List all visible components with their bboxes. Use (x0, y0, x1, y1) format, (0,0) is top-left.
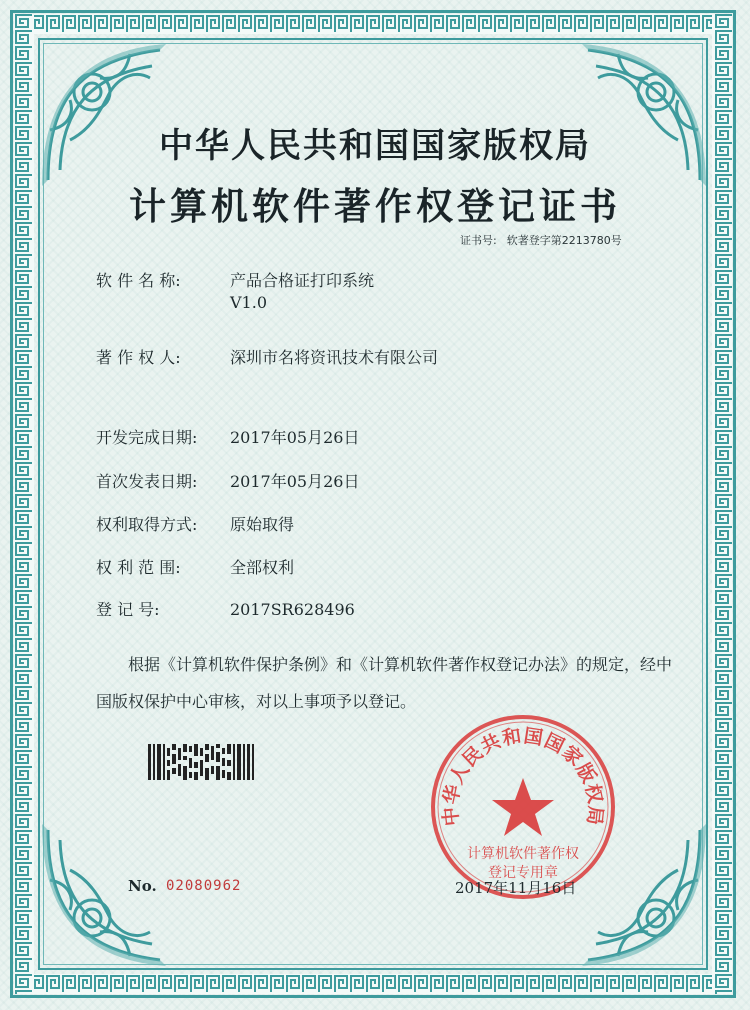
field-copyright-owner (96, 345, 438, 368)
seal-star-icon (492, 778, 554, 836)
field-label: 登 记 号: (96, 600, 160, 619)
certificate-number-label: 证书号: (460, 234, 497, 247)
field-value: 产品合格证打印系统 (230, 271, 375, 290)
field-label: 软 件 名 称: (96, 271, 181, 290)
field-registration-number (96, 597, 355, 620)
field-dev-completion-date (96, 425, 359, 448)
field-value: 2017年05月26日 (230, 428, 360, 447)
field-value: 原始取得 (230, 515, 295, 534)
field-value: 全部权利 (230, 558, 295, 577)
field-software-name (96, 268, 374, 312)
seal-line-1: 计算机软件著作权 (467, 846, 579, 862)
field-value: 2017年05月26日 (230, 472, 360, 491)
field-rights-scope (96, 555, 294, 578)
field-first-publish-date (96, 469, 359, 492)
certificate-number-value: 软著登字第2213780号 (506, 234, 622, 247)
corner-ornament-bottom-left (40, 820, 190, 970)
issue-date: 2017年11月16日 (455, 879, 577, 897)
field-label: 权 利 范 围: (96, 558, 181, 577)
seal-line-2: 登记专用章 (488, 865, 558, 881)
seal-top-text: 中华人民共和国国家版权局 (439, 724, 607, 827)
serial-number-label: No. (128, 877, 157, 895)
field-label: 著 作 权 人: (96, 348, 181, 367)
field-label: 权利取得方式: (96, 515, 198, 534)
field-label: 开发完成日期: (96, 428, 198, 447)
corner-ornament-top-right (558, 40, 708, 190)
issuer-title: 中华人民共和国国家版权局 (159, 126, 591, 166)
serial-number-value: 02080962 (166, 878, 242, 894)
field-value-version: V1.0 (230, 293, 267, 312)
2d-barcode (148, 744, 256, 780)
field-value: 2017SR628496 (230, 600, 355, 619)
official-seal (428, 712, 618, 902)
certificate-title: 计算机软件著作权登记证书 (129, 184, 621, 228)
field-acquisition-method (96, 512, 294, 535)
statement-paragraph: 根据《计算机软件保护条例》和《计算机软件著作权登记办法》的规定，经中国版权保护中心审核，对以上事项予以登记。 (96, 655, 673, 711)
field-label: 首次发表日期: (96, 472, 198, 491)
field-value: 深圳市名将资讯技术有限公司 (230, 348, 439, 367)
corner-ornament-top-left (40, 40, 190, 190)
certificate-number (460, 232, 622, 248)
